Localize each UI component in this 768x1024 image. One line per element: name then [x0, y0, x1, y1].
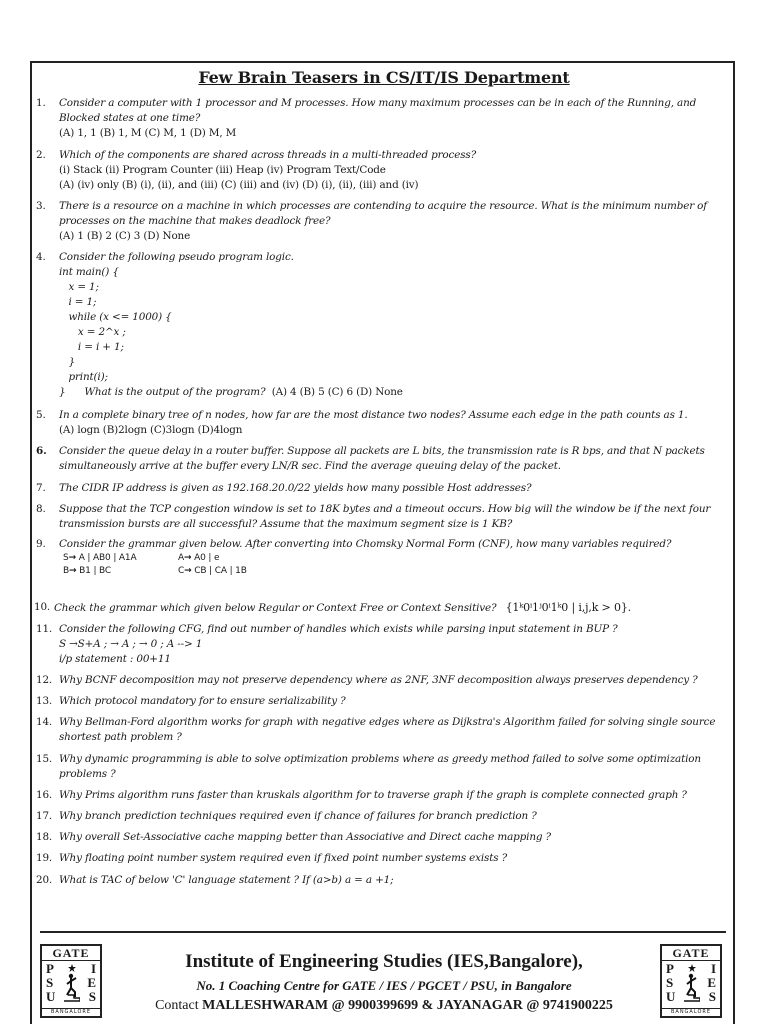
question-text: Why floating point number system required even if fixed point number systems exists ?	[59, 852, 508, 864]
arrow-icon: →	[68, 553, 76, 563]
page-title: Few Brain Teasers in CS/IT/IS Department	[198, 68, 570, 87]
question-text: Why Prims algorithm runs faster than kruskals algorithm for to traverse graph if the graph is complete connected graph ?	[59, 789, 687, 801]
grammar-rule: S→ A | AB0 | A1A	[63, 553, 137, 563]
question-options: (A) 4 (B) 5 (C) 6 (D) None	[271, 386, 403, 398]
language-expression: {1ᵏ0ⁱ1ʲ0ⁱ1ᵏ0 | i,j,k > 0}.	[505, 601, 632, 614]
logo-letter: I	[90, 961, 96, 976]
grammar-rule: B→ B1 | BC	[63, 566, 112, 576]
logo-letter: S	[666, 975, 674, 990]
grammar-rule: C→ CB | CA | 1B	[178, 566, 247, 576]
code-line: i = 1;	[59, 296, 97, 308]
question-number: 3.	[36, 200, 46, 212]
question-text: What is TAC of below 'C' language statement ? If (a>b) a = a +1;	[59, 874, 394, 886]
logo-letter: I	[710, 961, 716, 976]
code-line: x = 2^x ;	[59, 326, 126, 338]
question-text: There is a resource on a machine in which processes are contending to acquire the resource. What is the minimum number of processes on the machine that makes deadlock free?	[59, 200, 707, 227]
question-8	[36, 502, 726, 532]
question-14	[36, 715, 726, 745]
question-number: 9.	[36, 538, 46, 550]
cfg-rule: S →S+A ; → A ; → 0 ; A --> 1	[59, 638, 203, 650]
question-text: In a complete binary tree of n nodes, how far are the most distance two nodes? Assume each edge in the path counts as 1.	[59, 409, 688, 421]
question-number: 18.	[36, 831, 53, 843]
question-number: 16.	[36, 789, 53, 801]
code-line: }	[59, 356, 75, 368]
question-number: 20.	[36, 874, 53, 886]
question-text: Which protocol mandatory for to ensure serializability ?	[59, 695, 346, 707]
question-options: (A) logn (B)2logn (C)3logn (D)4logn	[59, 424, 243, 436]
logo-letter: E	[87, 975, 96, 990]
question-number: 11.	[36, 623, 53, 635]
code-line: while (x <= 1000) {	[59, 311, 172, 323]
code-line: } What is the output of the program?	[59, 386, 266, 398]
question-18	[36, 830, 726, 845]
question-number: 14.	[36, 716, 53, 728]
logo-letter: S	[46, 975, 54, 990]
grammar-block	[63, 552, 726, 578]
logo-letter: S	[88, 989, 96, 1004]
question-text: Check the grammar which given below Regular or Context Free or Context Sensitive?	[54, 602, 497, 614]
question-sublist: (i) Stack (ii) Program Counter (iii) Heap (iv) Program Text/Code	[59, 164, 386, 176]
question-options: (A) 1 (B) 2 (C) 3 (D) None	[59, 230, 191, 242]
question-5	[36, 408, 726, 438]
arrow-icon: →	[69, 566, 77, 576]
logo-letter: P	[46, 961, 54, 976]
logo-letter: U	[666, 989, 676, 1004]
question-2	[36, 148, 726, 193]
logo-bottom-text: BANGALORE	[42, 1008, 100, 1016]
question-text: Consider a computer with 1 processor and M processes. How many maximum processes can be in each of the Running, and Blocked states at one time?	[59, 97, 697, 124]
question-1	[36, 96, 726, 141]
question-3	[36, 199, 726, 244]
question-number: 2.	[36, 149, 46, 161]
footer-divider	[40, 931, 726, 933]
question-number: 15.	[36, 753, 53, 765]
question-6	[36, 444, 726, 474]
question-text: The CIDR IP address is given as 192.168.20.0/22 yields how many possible Host addresses?	[59, 482, 532, 494]
code-line: print(i);	[59, 371, 108, 383]
question-text: Why BCNF decomposition may not preserve dependency where as 2NF, 3NF decomposition always preserves dependency ?	[59, 674, 698, 686]
logo-top-text: GATE	[42, 946, 100, 961]
question-text: Consider the grammar given below. After converting into Chomsky Normal Form (CNF), how many variables required?	[59, 538, 672, 550]
institute-tagline: No. 1 Coaching Centre for GATE / IES / PGCET / PSU, in Bangalore	[196, 978, 572, 993]
question-text: Why Bellman-Ford algorithm works for graph with negative edges where as Dijkstra's Algorithm failed for solving single source shortest path problem ?	[59, 716, 716, 743]
question-11	[36, 622, 726, 667]
question-15	[36, 752, 726, 782]
question-text: Suppose that the TCP congestion window is set to 18K bytes and a timeout occurs. How big will the window be if the next four transmission bursts are all successful? Assume that the maximum segment size is 1 KB?	[59, 503, 711, 530]
question-number: 4.	[36, 251, 46, 263]
question-number: 5.	[36, 409, 46, 421]
code-line: i = i + 1;	[59, 341, 124, 353]
code-line: int main() {	[59, 266, 119, 278]
logo-letter: S	[708, 989, 716, 1004]
contact-label: Contact	[155, 998, 199, 1013]
contact-details: MALLESHWARAM @ 9900399699 & JAYANAGAR @ 9741900225	[202, 998, 613, 1013]
logo-letter: U	[46, 989, 56, 1004]
arrow-icon: →	[184, 566, 192, 576]
question-number: 13.	[36, 695, 53, 707]
contact-line	[0, 998, 768, 1014]
arrow-icon: →	[184, 553, 192, 563]
logo-letter: P	[666, 961, 674, 976]
question-number: 7.	[36, 482, 46, 494]
question-text: Consider the queue delay in a router buffer. Suppose all packets are L bits, the transmission rate is R bps, and that N packets simultaneously arrive at the buffer every LN/R sec. Find the average queuing delay of the packet.	[59, 445, 705, 472]
question-text: Why overall Set-Associative cache mapping better than Associative and Direct cache mapping ?	[59, 831, 551, 843]
question-20	[36, 873, 726, 888]
question-16	[36, 788, 726, 803]
question-17	[36, 809, 726, 824]
question-number: 12.	[36, 674, 53, 686]
question-options: (A) 1, 1 (B) 1, M (C) M, 1 (D) M, M	[59, 127, 237, 139]
logo-top-text: GATE	[662, 946, 720, 961]
question-10	[36, 600, 726, 616]
question-7	[36, 481, 726, 496]
question-number: 6.	[36, 445, 47, 457]
question-12	[36, 673, 726, 688]
question-19	[36, 851, 726, 866]
question-4	[36, 250, 726, 400]
question-number: 8.	[36, 503, 46, 515]
question-text: Why branch prediction techniques required even if chance of failures for branch prediction ?	[59, 810, 537, 822]
input-statement: i/p statement : 00+11	[59, 653, 171, 665]
question-number: 17.	[36, 810, 53, 822]
institute-name: Institute of Engineering Studies (IES,Bangalore),	[185, 951, 583, 972]
question-number: 10.	[34, 601, 51, 613]
question-13	[36, 694, 726, 709]
question-9	[36, 537, 726, 578]
question-text: Consider the following CFG, find out number of handles which exists while parsing input statement in BUP ?	[59, 623, 618, 635]
question-number: 1.	[36, 97, 46, 109]
logo-letter: E	[707, 975, 716, 990]
question-text: Consider the following pseudo program logic.	[59, 251, 294, 263]
grammar-rule: A→ A0 | e	[178, 553, 220, 563]
logo-bottom-text: BANGALORE	[662, 1008, 720, 1016]
question-number: 19.	[36, 852, 53, 864]
question-options: (A) (iv) only (B) (i), (ii), and (iii) (C) (iii) and (iv) (D) (i), (ii), (iii) and (iv)	[59, 179, 419, 191]
question-text: Why dynamic programming is able to solve optimization problems where as greedy method failed to solve some optimization problems ?	[59, 753, 701, 780]
question-text: Which of the components are shared across threads in a multi-threaded process?	[59, 149, 476, 161]
code-line: x = 1;	[59, 281, 99, 293]
